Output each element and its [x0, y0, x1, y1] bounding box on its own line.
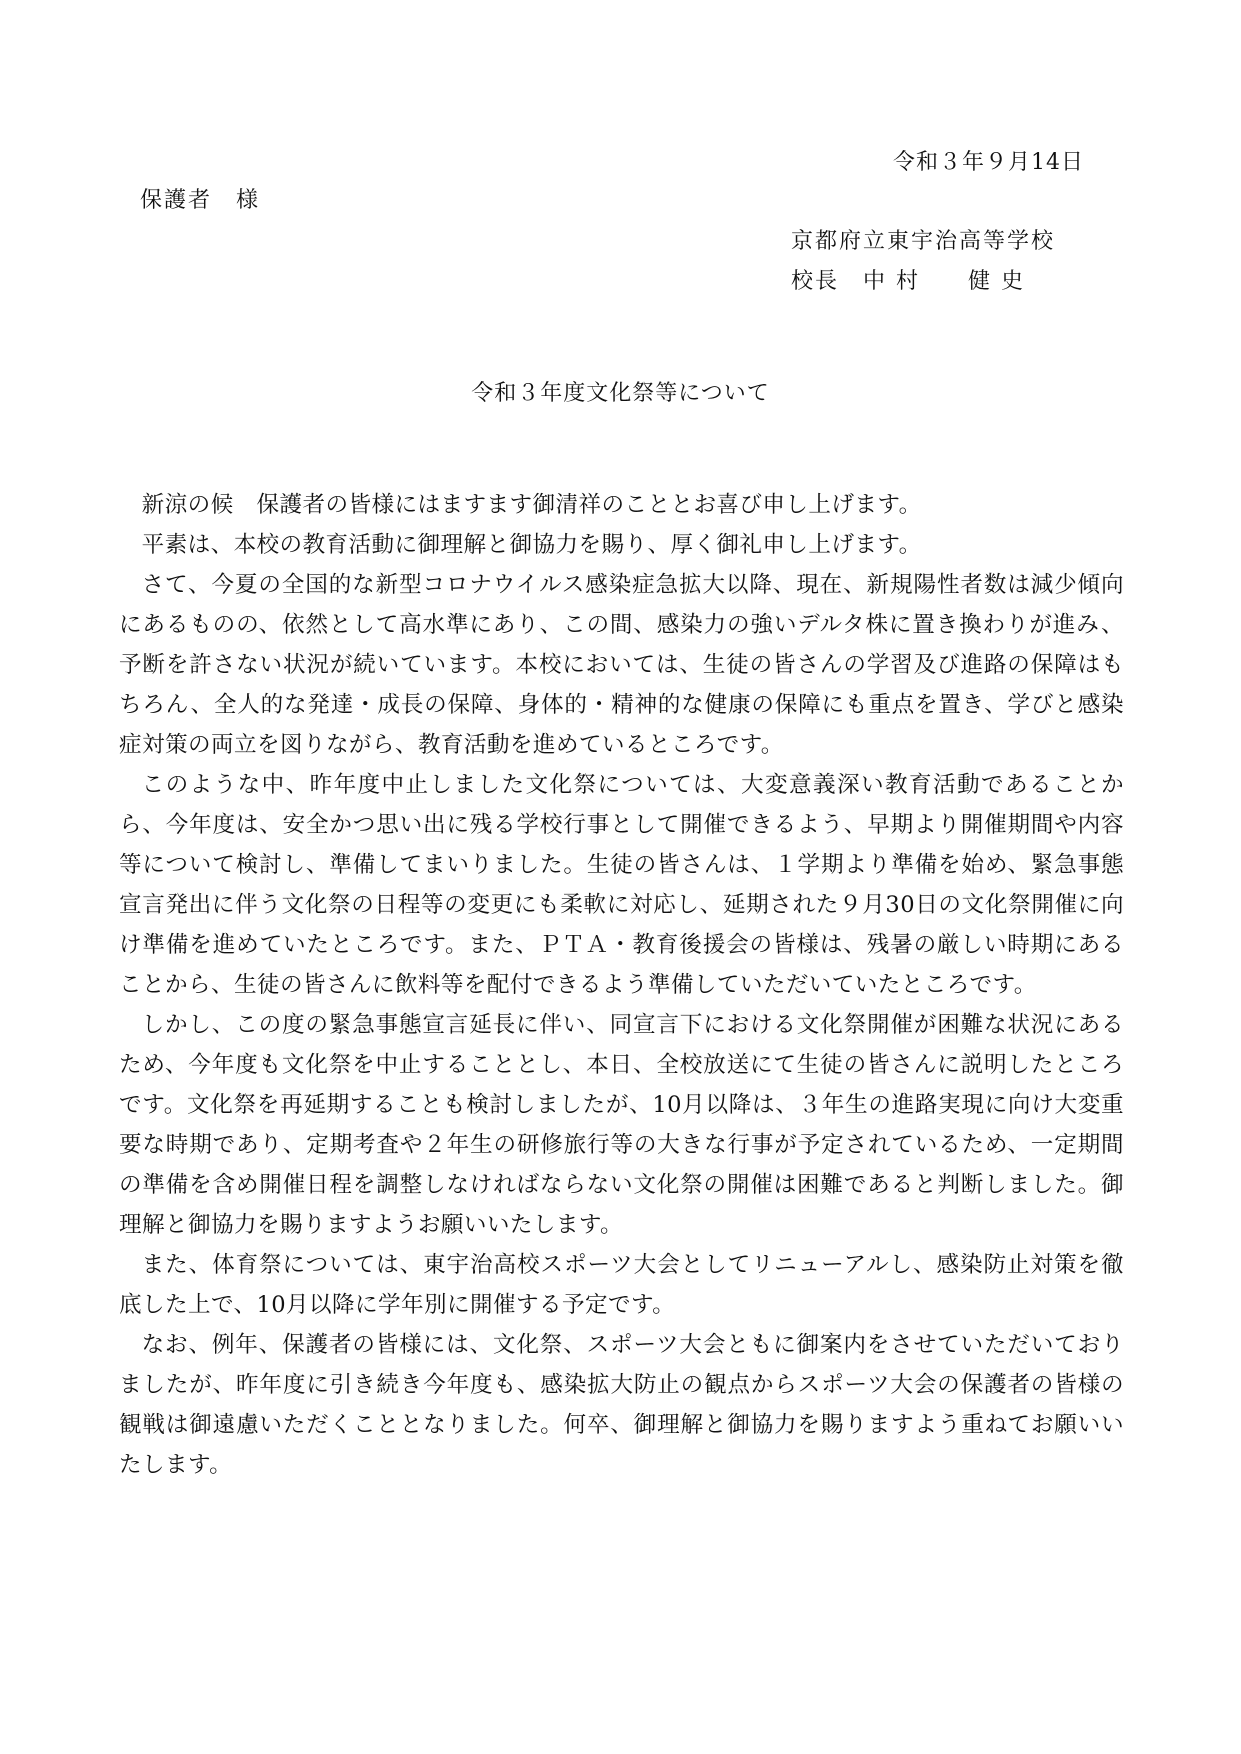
- body-paragraph-festival-preparation: このような中、昨年度中止しました文化祭については、大変意義深い教育活動であることから、今年度は、安全かつ思い出に残る学校行事として開催できるよう、早期より開催期間や内容等について検討し、準備してまいりました。生徒の皆さんは、１学期より準備を始め、緊急事態宣言発出に伴う文化祭の日程等の変更にも柔軟に対応し、延期された９月30日の文化祭開催に向け準備を進めていたところです。また、ＰＴＡ・教育後援会の皆様は、残暑の厳しい時期にあることから、生徒の皆さんに飲料等を配付できるよう準備していただいていたところです。: [119, 772, 1124, 998]
- addressee: 保護者 様: [140, 188, 261, 213]
- body-paragraph-thanks: 平素は、本校の教育活動に御理解と御協力を賜り、厚く御礼申し上げます。: [141, 532, 922, 558]
- letter-body: [119, 485, 1124, 1485]
- document-title: 令和３年度文化祭等について: [471, 381, 770, 406]
- letter-date: 令和３年９月14日: [893, 150, 1084, 175]
- body-paragraph-spectators: なお、例年、保護者の皆様には、文化祭、スポーツ大会ともに御案内をさせていただいておりましたが、昨年度に引き続き今年度も、感染拡大防止の観点からスポーツ大会の保護者の皆様の観戦は御遠慮いただくこととなりました。何卒、御理解と御協力を賜りますよう重ねてお願いいたします。: [119, 1332, 1124, 1478]
- sender-block: [791, 222, 1055, 302]
- body-paragraph-festival-cancellation: しかし、この度の緊急事態宣言延長に伴い、同宣言下における文化祭開催が困難な状況にあるため、今年度も文化祭を中止することとし、本日、全校放送にて生徒の皆さんに説明したところです。文化祭を再延期することも検討しましたが、10月以降は、３年生の進路実現に向け大変重要な時期であり、定期考査や２年生の研修旅行等の大きな行事が予定されているため、一定期間の準備を含め開催日程を調整しなければならない文化祭の開催は困難であると判断しました。御理解と御協力を賜りますようお願いいたします。: [119, 1012, 1124, 1238]
- principal-name: 校長 中 村 健 史: [791, 269, 1025, 294]
- body-paragraph-greeting: 新涼の候 保護者の皆様にはますます御清祥のこととお喜び申し上げます。: [141, 492, 922, 518]
- body-paragraph-covid-situation: さて、今夏の全国的な新型コロナウイルス感染症急拡大以降、現在、新規陽性者数は減少傾向にあるものの、依然として高水準にあり、この間、感染力の強いデルタ株に置き換わりが進み、予断を許さない状況が続いています。本校においては、生徒の皆さんの学習及び進路の保障はもちろん、全人的な発達・成長の保障、身体的・精神的な健康の保障にも重点を置き、学びと感染症対策の両立を図りながら、教育活動を進めているところです。: [119, 572, 1124, 758]
- school-name: 京都府立東宇治高等学校: [791, 229, 1056, 254]
- body-paragraph-sports-meet: また、体育祭については、東宇治高校スポーツ大会としてリニューアルし、感染防止対策を徹底した上で、10月以降に学年別に開催する予定です。: [119, 1252, 1124, 1318]
